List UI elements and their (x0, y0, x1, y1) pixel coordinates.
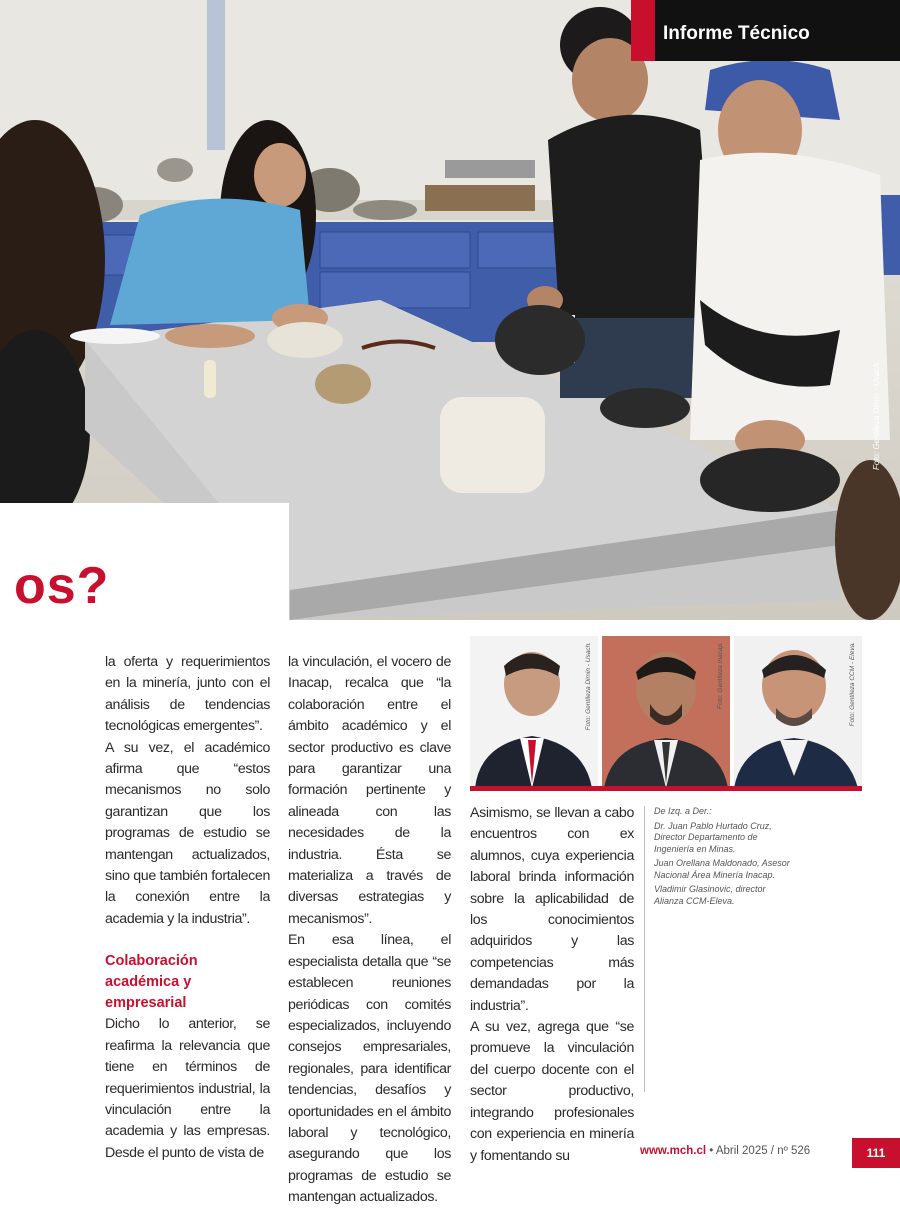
caption-line: Vladimir Glasinovic, director Alianza CCM-Eleva. (654, 884, 766, 906)
portrait-orellana (602, 636, 730, 788)
body-column-2 (288, 652, 451, 1209)
page-footer (640, 1145, 810, 1157)
portrait-credit: Foto: Gentileza Dimin - Usach. (585, 642, 592, 731)
portrait-hurtado (470, 636, 598, 788)
portrait-credit: Foto: Gentileza Inacap. (717, 642, 724, 710)
paragraph: la oferta y requerimientos en la minería, junto con el análisis de tendencias tecnológicas emergentes”. (105, 654, 270, 735)
section-tag-label: Informe Técnico (663, 22, 810, 44)
section-tag (631, 0, 900, 61)
paragraph: A su vez, el académico afirma que “estos mecanismos no solo garantizan que los programas de estudio se mantengan actualizados, sino que también fortalecen la conexión entre la academia y la industria”. (105, 739, 270, 927)
subheading: Colaboración académica y empresarial (105, 953, 198, 1012)
website-link[interactable]: www.mch.cl (640, 1145, 707, 1157)
paragraph: la vinculación, el vocero de Inacap, recalca que “la colaboración entre el ámbito académico y el sector productivo es clave para garantizar una formación pertinente y alineada con las necesidades de la industria. Ésta se materializa a través de diversas estrategias y mecanismos”. (288, 654, 451, 927)
issue-info: • Abril 2025 / nº 526 (706, 1145, 811, 1157)
photo-caption (644, 806, 794, 1092)
paragraph: Asimismo, se llevan a cabo encuentros con ex alumnos, cuya experiencia laboral brinda información sobre la aplicabilidad de los conocimientos adquiridos y las competencias más demandadas por la industria”. (470, 805, 634, 1014)
paragraph: Dicho lo anterior, se reafirma la relevancia que tiene en términos de requerimientos industrial, la vinculación entre la academia y las empresas. Desde el punto de vista de (105, 1016, 270, 1161)
caption-line: Dr. Juan Pablo Hurtado Cruz, Director Departamento de Ingeniería en Minas. (654, 820, 772, 854)
person-photo-icon (602, 636, 730, 788)
body-column-1 (105, 652, 270, 1164)
paragraph: En esa línea, el especialista detalla que “se establecen reuniones periódicas con comités especializados, incluyendo consejos empresariales, regionales, para identificar tendencias, desafíos y oportunidades en el ámbito laboral y tecnológico, asegurando que los programas de estudio se mantengan actualizados. (288, 932, 451, 1206)
person-photo-icon (470, 636, 598, 788)
portrait-credit: Foto: Gentileza CCM - Eleva. (849, 642, 856, 727)
caption-line: De Izq. a Der.: (654, 806, 712, 816)
portrait-accent-bar (470, 786, 862, 791)
portrait-glasinovic (734, 636, 862, 788)
body-column-3 (470, 803, 634, 1167)
paragraph: A su vez, agrega que “se promueve la vinculación del cuerpo docente con el sector productivo, integrando profesionales con experiencia en minería y fomentando su (470, 1019, 634, 1164)
section-tag-accent (631, 0, 655, 61)
person-photo-icon (734, 636, 862, 788)
photo-credit: Foto: Gentileza Dimin - Usach. (872, 361, 881, 470)
article-title-fragment: os? (14, 557, 110, 615)
caption-line: Juan Orellana Maldonado, Asesor Nacional Área Minería Inacap. (654, 858, 790, 880)
page-number: 111 (852, 1138, 900, 1168)
